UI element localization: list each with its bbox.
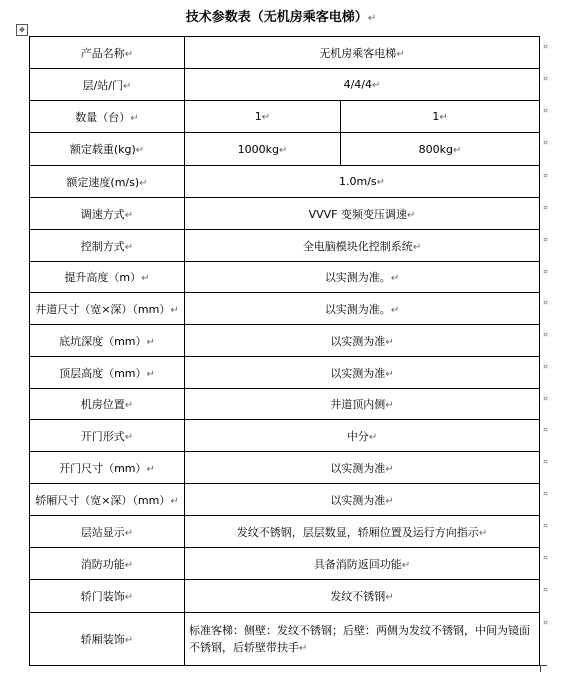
param-value: [185, 420, 540, 452]
param-value: [185, 548, 540, 580]
row-end-mark: ¤: [543, 489, 549, 498]
paragraph-mark: ↵: [124, 559, 134, 571]
table-row: [30, 389, 540, 420]
row-end-mark: ¤: [543, 394, 549, 403]
param-label-text: 额定速度(m/s): [66, 175, 140, 189]
table-row: [30, 69, 540, 101]
table-row: [30, 293, 540, 325]
param-label: [30, 198, 185, 230]
param-value: [185, 37, 540, 69]
param-value: [185, 580, 540, 613]
paragraph-mark: ↵: [135, 145, 145, 156]
param-value: [185, 389, 540, 420]
param-label-text: 轿厢装饰: [80, 633, 125, 646]
param-value: [185, 357, 540, 389]
row-end-mark: ¤: [543, 298, 549, 307]
param-value: [185, 262, 540, 293]
param-label-text: 产品名称: [80, 46, 125, 60]
param-value-text: 以实测为准: [330, 366, 386, 380]
table-row: [30, 420, 540, 452]
param-value-text: 以实测为准。: [324, 302, 391, 316]
paragraph-mark: ↵: [372, 80, 381, 91]
param-value-text: 1: [432, 110, 440, 123]
param-label-text: 额定载重(kg): [69, 143, 136, 156]
param-value: [185, 293, 540, 325]
paragraph-mark: ↵: [146, 368, 155, 380]
table-row: [30, 357, 540, 389]
row-end-mark: ¤: [543, 362, 549, 371]
param-value-text: 1.0m/s: [338, 175, 377, 188]
paragraph-mark: ↵: [390, 304, 400, 316]
param-value: [341, 101, 540, 133]
paragraph-mark: ↵: [385, 592, 394, 603]
paragraph-mark: ↵: [367, 13, 377, 24]
paragraph-mark: ↵: [412, 241, 422, 253]
paragraph-mark: ↵: [396, 48, 405, 60]
param-value-text: 发纹不锈钢，层层数显，轿厢位置及运行方向指示: [236, 525, 479, 539]
table-row: [30, 101, 540, 133]
paragraph-mark: ↵: [123, 80, 132, 92]
param-label: [30, 484, 185, 516]
param-value-text: 无机房乘客电梯: [319, 46, 397, 60]
paragraph-mark: ↵: [124, 431, 134, 443]
table-end-mark: [540, 665, 547, 672]
paragraph-mark: ↵: [299, 642, 308, 654]
param-value-text: 800kg: [418, 142, 453, 156]
param-label-text: 轿门装饰: [80, 590, 125, 603]
param-value: [185, 133, 341, 166]
row-end-mark: ¤: [543, 42, 549, 51]
table-row: [30, 548, 540, 580]
paragraph-mark: ↵: [130, 112, 139, 124]
param-label: [30, 420, 185, 452]
param-label-text: 井道尺寸（宽×深）（mm）: [35, 302, 171, 316]
paragraph-mark: ↵: [278, 144, 288, 156]
param-value-text: 发纹不锈钢: [330, 590, 386, 603]
paragraph-mark: ↵: [390, 273, 400, 284]
row-end-mark: ¤: [543, 457, 549, 466]
param-value-text: 1: [254, 110, 262, 123]
param-label: [30, 101, 185, 133]
param-value: [185, 613, 540, 666]
param-value-text: 具备消防返回功能: [313, 557, 402, 571]
param-value-text: 标准客梯：侧壁：发纹不锈钢；后壁：两侧为发纹不锈钢，中间为镜面不锈钢，后轿壁带扶手: [189, 623, 530, 654]
param-value: [185, 230, 540, 262]
table-row: [30, 613, 540, 666]
param-label: [30, 166, 185, 198]
table-row: [30, 262, 540, 293]
row-end-mark: ¤: [543, 267, 549, 276]
table-row: [30, 484, 540, 516]
table-row: [30, 133, 540, 166]
paragraph-mark: ↵: [439, 112, 448, 123]
param-label: [30, 357, 185, 389]
param-label-text: 开门尺寸（mm）: [59, 461, 147, 475]
param-value-text: 中分: [346, 429, 369, 443]
paragraph-mark: ↵: [146, 463, 155, 475]
param-value: [185, 516, 540, 548]
document-title: [0, 6, 562, 25]
paragraph-mark: ↵: [146, 336, 155, 348]
paragraph-mark: ↵: [385, 336, 394, 348]
paragraph-mark: ↵: [385, 368, 394, 380]
paragraph-mark: ↵: [385, 400, 394, 411]
param-label: [30, 230, 185, 262]
row-end-mark: ¤: [543, 203, 549, 212]
param-label: [30, 516, 185, 548]
param-label-text: 数量（台）: [75, 110, 131, 124]
paragraph-mark: ↵: [170, 495, 179, 507]
paragraph-mark: ↵: [261, 112, 271, 123]
row-end-mark: ¤: [543, 74, 549, 83]
param-value-text: 以实测为准: [330, 334, 386, 348]
table-row: [30, 325, 540, 357]
param-label: [30, 69, 185, 101]
paragraph-mark: ↵: [170, 304, 179, 316]
paragraph-mark: ↵: [385, 495, 394, 507]
paragraph-mark: ↵: [124, 527, 134, 539]
row-end-mark: ¤: [543, 553, 549, 562]
param-label-text: 调速方式: [80, 207, 125, 221]
param-label: [30, 580, 185, 613]
param-label: [30, 452, 185, 484]
param-value-text: 以实测为准: [330, 493, 386, 507]
row-end-mark: ¤: [543, 618, 549, 627]
paragraph-mark: ↵: [368, 431, 378, 443]
spec-table: [29, 36, 540, 666]
table-row: [30, 166, 540, 198]
param-label: [30, 37, 185, 69]
param-label: [30, 613, 185, 666]
paragraph-mark: ↵: [478, 527, 488, 539]
param-label: [30, 262, 185, 293]
paragraph-mark: ↵: [407, 209, 416, 221]
param-value-text: 以实测为准。: [324, 271, 391, 284]
paragraph-mark: ↵: [124, 48, 134, 60]
param-label: [30, 325, 185, 357]
table-row: [30, 198, 540, 230]
param-label-text: 底坑深度（mm）: [59, 334, 147, 348]
param-label: [30, 293, 185, 325]
param-label: [30, 389, 185, 420]
paragraph-mark: ↵: [124, 209, 134, 221]
row-end-mark: ¤: [543, 521, 549, 530]
paragraph-mark: ↵: [124, 400, 134, 411]
param-value: [341, 133, 540, 166]
param-value: [185, 198, 540, 230]
param-label-text: 开门形式: [80, 429, 125, 443]
row-end-mark: ¤: [543, 425, 549, 434]
title-text: 技术参数表（无机房乘客电梯）: [185, 10, 368, 25]
param-value: [185, 484, 540, 516]
paragraph-mark: ↵: [141, 273, 150, 284]
param-label: [30, 133, 185, 166]
param-label-text: 轿厢尺寸（宽×深）（mm）: [35, 493, 171, 507]
table-row: [30, 230, 540, 262]
row-end-mark: ¤: [543, 171, 549, 180]
param-value-text: 4/4/4: [343, 78, 373, 91]
paragraph-mark: ↵: [124, 241, 134, 253]
param-label-text: 层站显示: [80, 525, 125, 539]
param-value: [185, 69, 540, 101]
param-label-text: 提升高度（m）: [64, 271, 142, 284]
row-end-mark: ¤: [543, 235, 549, 244]
paragraph-mark: ↵: [124, 592, 134, 603]
paragraph-mark: ↵: [385, 463, 394, 475]
param-label-text: 机房位置: [80, 398, 125, 411]
param-value: [185, 166, 540, 198]
row-end-mark: ¤: [543, 330, 549, 339]
param-value: [185, 325, 540, 357]
table-move-handle-icon[interactable]: ✥: [16, 24, 28, 36]
param-value-text: 以实测为准: [330, 461, 386, 475]
param-label-text: 消防功能: [80, 557, 125, 571]
row-end-mark: ¤: [543, 585, 549, 594]
paragraph-mark: ↵: [124, 635, 134, 646]
row-end-mark: ¤: [543, 106, 549, 115]
paragraph-mark: ↵: [376, 177, 386, 188]
table-row: [30, 580, 540, 613]
param-value-text: 井道顶内侧: [330, 398, 386, 411]
paragraph-mark: ↵: [139, 177, 148, 189]
table-row: [30, 452, 540, 484]
param-value: [185, 452, 540, 484]
param-value-text: VVVF 变频变压调速: [308, 207, 408, 221]
param-value: [185, 101, 341, 133]
param-label-text: 层/站/门: [82, 78, 124, 92]
row-end-mark: ¤: [543, 138, 549, 147]
paragraph-mark: ↵: [452, 144, 462, 156]
table-row: [30, 37, 540, 69]
param-value-text: 1000kg: [237, 142, 279, 156]
param-value-text: 全电脑模块化控制系统: [302, 239, 413, 253]
table-row: [30, 516, 540, 548]
param-label: [30, 548, 185, 580]
paragraph-mark: ↵: [401, 559, 411, 571]
param-label-text: 顶层高度（mm）: [59, 366, 147, 380]
param-label-text: 控制方式: [80, 239, 125, 253]
